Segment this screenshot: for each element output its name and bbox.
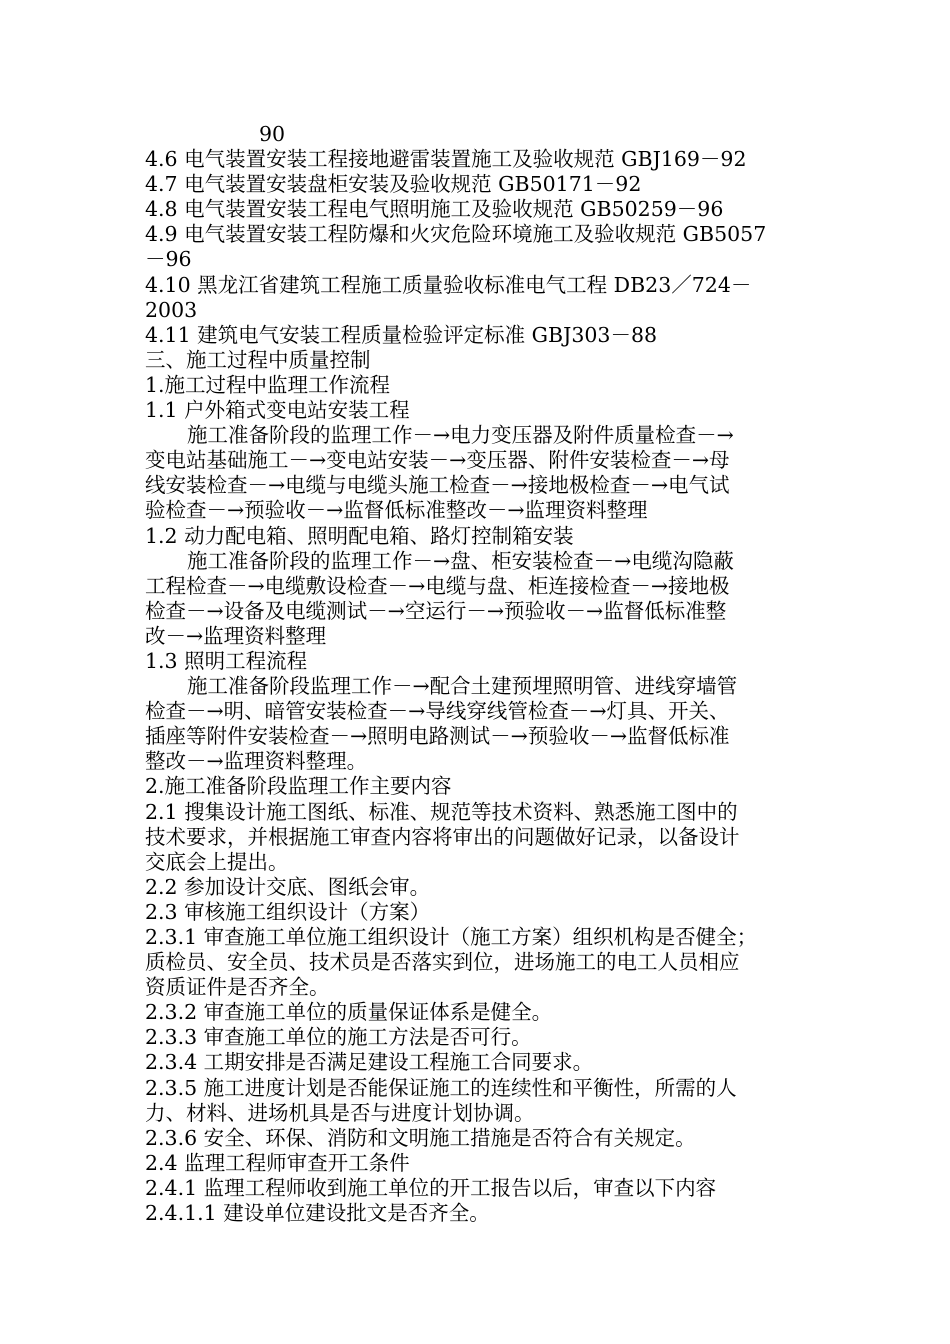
- text-line: 交底会上提出。: [145, 849, 289, 874]
- paragraph-line: 整改－→监理资料整理。: [145, 749, 368, 774]
- text-line: 1.1 户外箱式变电站安装工程: [145, 398, 410, 423]
- subsection-heading: 2.施工准备阶段监理工作主要内容: [145, 774, 452, 799]
- text-line: 4.10 黑龙江省建筑工程施工质量验收标准电气工程 DB23／724－: [145, 272, 752, 297]
- paragraph-line: 检查－→明、暗管安装检查－→导线穿线管检查－→灯具、开关、: [145, 699, 730, 724]
- text-line: 2.3.1 审查施工单位施工组织设计（施工方案）组织机构是否健全；: [145, 925, 758, 949]
- text-line: 2.3 审核施工组织设计（方案）: [145, 899, 431, 924]
- paragraph-line: 工程检查－→电缆敷设检查－→电缆与盘、柜连接检查－→接地极: [145, 573, 730, 598]
- text-line: 力、材料、进场机具是否与进度计划协调。: [145, 1100, 535, 1125]
- text-line: 2.4.1 监理工程师收到施工单位的开工报告以后，审查以下内容: [145, 1175, 717, 1200]
- text-line: 2.3.3 审查施工单位的施工方法是否可行。: [145, 1025, 532, 1050]
- text-line: 2.3.4 工期安排是否满足建设工程施工合同要求。: [145, 1050, 594, 1075]
- text-line: 技术要求，并根据施工审查内容将审出的问题做好记录，以备设计: [145, 824, 740, 849]
- text-line: 4.7 电气装置安装盘柜安装及验收规范 GB50171－92: [145, 172, 642, 197]
- paragraph-line: 检查－→设备及电缆测试－→空运行－→预验收－→监督低标准整: [145, 598, 727, 623]
- text-line: 1.3 照明工程流程: [145, 648, 308, 673]
- paragraph-line: 插座等附件安装检查－→照明电路测试－→预验收－→监督低标准: [145, 724, 730, 749]
- text-line: 4.6 电气装置安装工程接地避雷装置施工及验收规范 GBJ169－92: [145, 147, 747, 172]
- section-heading: 三、施工过程中质量控制: [145, 347, 371, 372]
- text-line: 1.2 动力配电箱、照明配电箱、路灯控制箱安装: [145, 523, 574, 548]
- text-line: 2.4 监理工程师审查开工条件: [145, 1150, 410, 1175]
- paragraph-line: 验检查－→预验收－→监督低标准整改－→监理资料整理: [145, 498, 648, 523]
- text-line: 2.4.1.1 建设单位建设批文是否齐全。: [145, 1201, 490, 1226]
- text-line: 2.2 参加设计交底、图纸会审。: [145, 874, 431, 899]
- text-line: －96: [145, 247, 192, 272]
- paragraph-line: 施工准备阶段的监理工作－→电力变压器及附件质量检查－→: [187, 423, 734, 448]
- text-line: 4.11 建筑电气安装工程质量检验评定标准 GBJ303－88: [145, 322, 658, 347]
- paragraph-line: 改－→监理资料整理: [145, 623, 327, 648]
- text-line: 2003: [145, 297, 198, 322]
- paragraph-line: 线安装检查－→电缆与电缆头施工检查－→接地极检查－→电气试: [145, 473, 730, 498]
- paragraph-line: 施工准备阶段的监理工作－→盘、柜安装检查－→电缆沟隐蔽: [187, 548, 734, 573]
- text-line: 4.9 电气装置安装工程防爆和火灾危险环境施工及验收规范 GB5057: [145, 222, 767, 247]
- paragraph-line: 变电站基础施工－→变电站安装－→变压器、附件安装检查－→母: [145, 448, 730, 473]
- document-body: [145, 122, 813, 1226]
- text-line: 2.3.6 安全、环保、消防和文明施工措施是否符合有关规定。: [145, 1125, 696, 1150]
- text-line: 质检员、安全员、技术员是否落实到位，进场施工的电工人员相应: [145, 950, 740, 975]
- paragraph-line: 施工准备阶段监理工作－→配合土建预埋照明管、进线穿墙管: [187, 674, 738, 699]
- text-line: 资质证件是否齐全。: [145, 975, 330, 1000]
- text-line: 2.3.5 施工进度计划是否能保证施工的连续性和平衡性，所需的人: [145, 1075, 737, 1100]
- text-line: 2.3.2 审查施工单位的质量保证体系是健全。: [145, 1000, 553, 1025]
- text-line: 4.8 电气装置安装工程电气照明施工及验收规范 GB50259－96: [145, 197, 724, 222]
- subsection-heading: 1.施工过程中监理工作流程: [145, 372, 391, 397]
- text-line: 2.1 搜集设计施工图纸、标准、规范等技术资料、熟悉施工图中的: [145, 799, 738, 824]
- text-line: 90: [259, 122, 286, 146]
